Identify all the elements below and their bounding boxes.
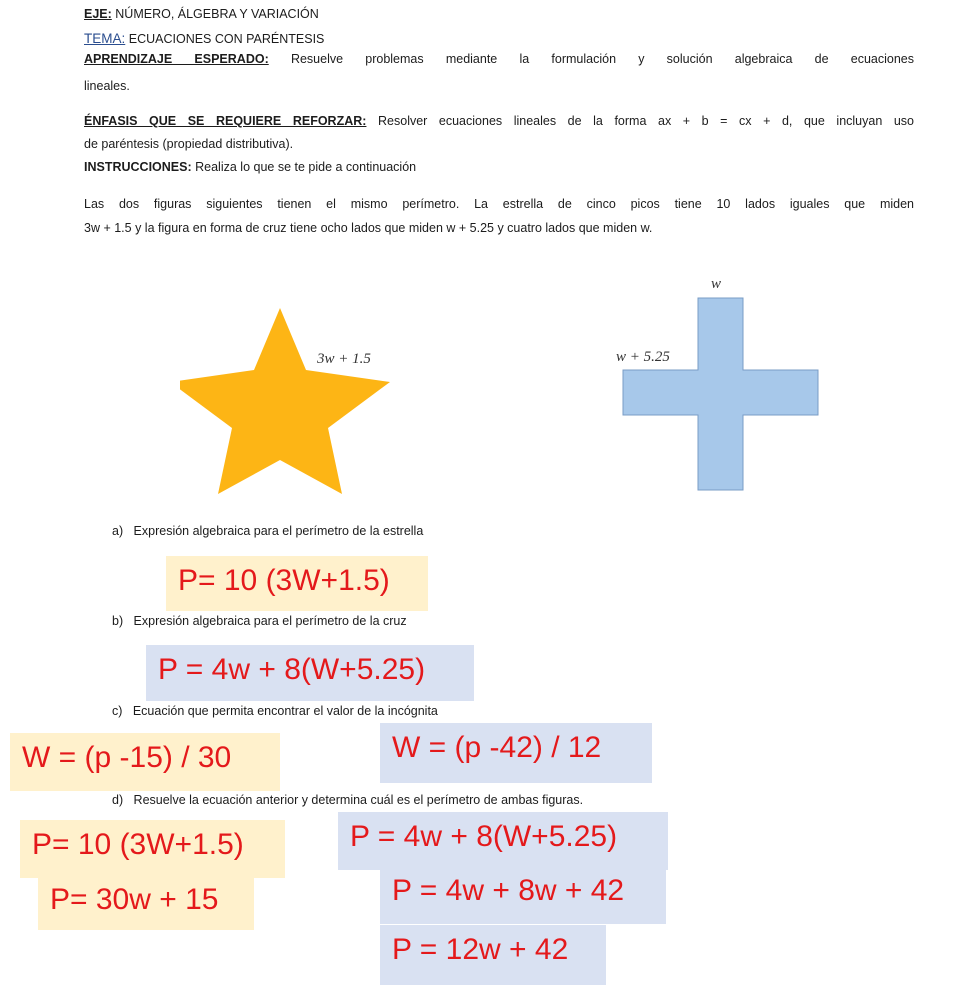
question-c — [112, 704, 438, 718]
star-shape — [180, 308, 390, 494]
cross-shape — [623, 298, 818, 490]
tema-label: TEMA: — [84, 31, 126, 46]
question-d-text: Resuelve la ecuación anterior y determina cuál es el perímetro de ambas figuras. — [133, 793, 584, 807]
answer-d-left-1: P= 10 (3W+1.5) — [20, 820, 285, 878]
problem-line-2: 3w + 1.5 y la figura en forma de cruz tiene ocho lados que miden w + 5.25 y cuatro lados que miden w. — [84, 221, 653, 235]
instrucciones-label: INSTRUCCIONES: — [84, 160, 192, 174]
answer-c-right: W = (p -42) / 12 — [380, 723, 652, 783]
eje-line — [84, 4, 319, 25]
enfasis-label: ÉNFASIS QUE SE REQUIERE REFORZAR: — [84, 114, 367, 128]
aprendizaje-text-1: Resuelve problemas mediante la formulación y solución algebraica de ecuaciones — [268, 52, 914, 66]
problem-line-1: Las dos figuras siguientes tienen el mismo perímetro. La estrella de cinco picos tiene 10 lados iguales que miden — [84, 197, 914, 211]
eje-label: EJE: — [84, 7, 112, 21]
aprendizaje-line-1 — [84, 49, 914, 70]
answer-d-right-1: P = 4w + 8(W+5.25) — [338, 812, 668, 870]
answer-b: P = 4w + 8(W+5.25) — [146, 645, 474, 701]
answer-a: P= 10 (3W+1.5) — [166, 556, 428, 611]
question-a — [112, 524, 423, 538]
answer-d-right-2: P = 4w + 8w + 42 — [380, 866, 666, 924]
answer-d-right-3: P = 12w + 42 — [380, 925, 606, 985]
question-b — [112, 614, 407, 628]
star-figure — [180, 300, 420, 500]
question-b-marker: b) — [112, 614, 124, 628]
instrucciones-text: Realiza lo que se te pide a continuación — [191, 160, 417, 174]
tema-text: ECUACIONES CON PARÉNTESIS — [125, 32, 325, 46]
question-a-marker: a) — [112, 524, 124, 538]
eje-text: NÚMERO, ÁLGEBRA Y VARIACIÓN — [111, 7, 319, 21]
question-d — [112, 793, 583, 807]
answer-d-left-2: P= 30w + 15 — [38, 875, 254, 930]
question-c-text: Ecuación que permita encontrar el valor de la incógnita — [132, 704, 438, 718]
aprendizaje-line-2: lineales. — [84, 79, 130, 93]
enfasis-line-1 — [84, 111, 914, 132]
question-a-text: Expresión algebraica para el perímetro de la estrella — [133, 524, 424, 538]
question-c-marker: c) — [112, 704, 123, 718]
instrucciones-line — [84, 157, 416, 178]
cross-side-label: w + 5.25 — [616, 349, 670, 365]
star-side-label: 3w + 1.5 — [317, 351, 371, 367]
cross-figure — [600, 270, 830, 500]
tema-line — [84, 28, 324, 50]
question-d-marker: d) — [112, 793, 124, 807]
question-b-text: Expresión algebraica para el perímetro de la cruz — [133, 614, 407, 628]
aprendizaje-label: APRENDIZAJE ESPERADO: — [84, 52, 269, 66]
answer-c-left: W = (p -15) / 30 — [10, 733, 280, 791]
enfasis-line-2: de paréntesis (propiedad distributiva). — [84, 137, 294, 151]
enfasis-text-1: Resolver ecuaciones lineales de la forma ax + b = cx + d, que incluyan uso — [366, 114, 915, 128]
cross-top-label: w — [711, 276, 722, 292]
